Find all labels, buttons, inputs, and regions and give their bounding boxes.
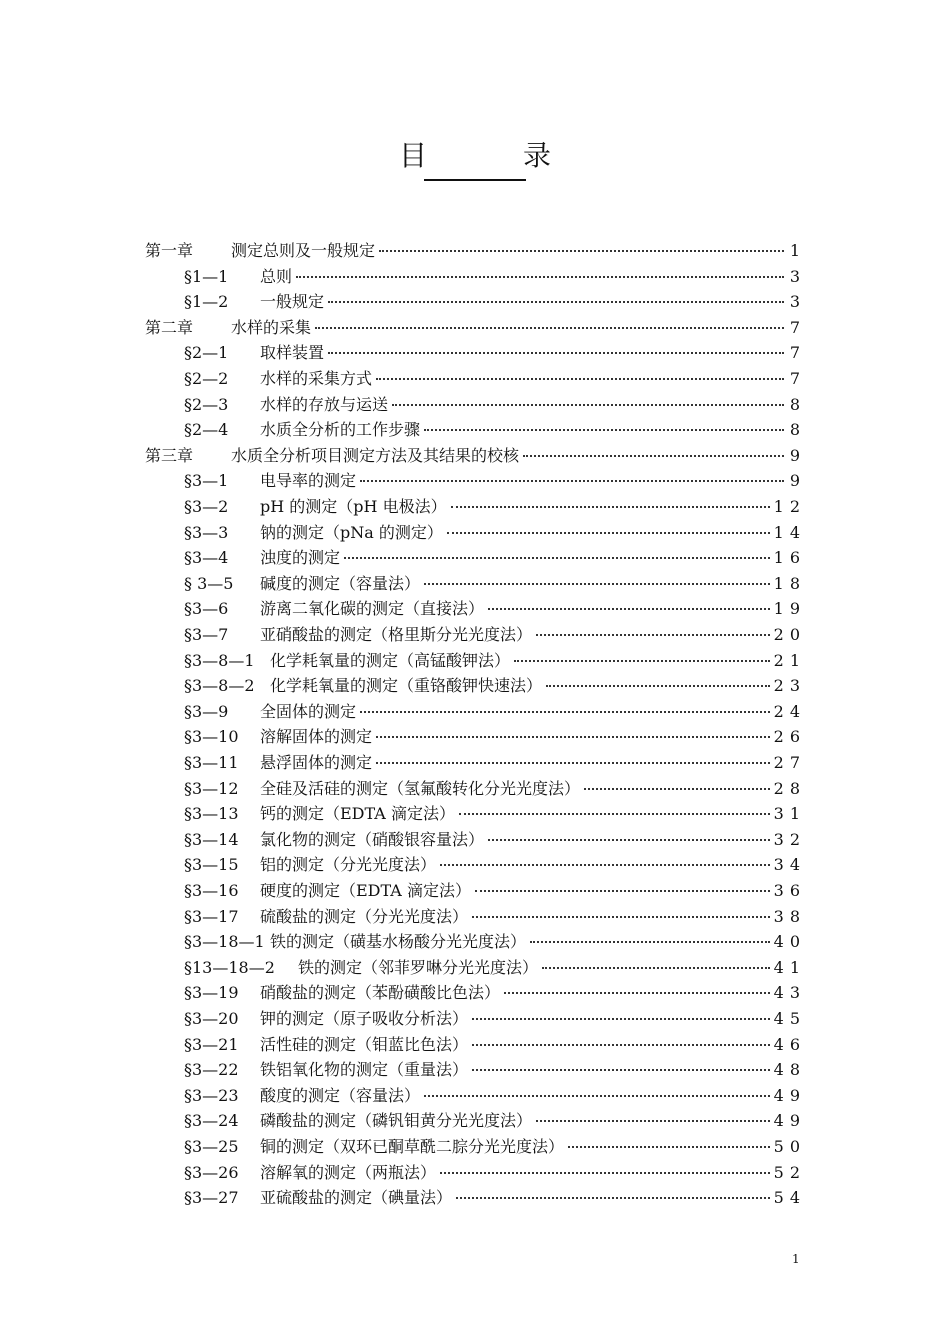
toc-entry-title: 铝的测定（分光光度法） bbox=[260, 855, 437, 875]
toc-entry-title: 硝酸盐的测定（苯酚磺酸比色法） bbox=[260, 983, 501, 1003]
toc-entry-number: §3—16 bbox=[184, 881, 239, 900]
toc-entry-page: 16 bbox=[773, 548, 806, 568]
dot-leader bbox=[568, 1145, 770, 1148]
toc-entry-title: 游离二氧化碳的测定（直接法） bbox=[260, 599, 485, 619]
toc-entry[interactable] bbox=[184, 596, 806, 622]
toc-entry-number: §2—3 bbox=[184, 394, 229, 414]
dot-leader bbox=[344, 556, 770, 559]
toc-entry-title: 铁的测定（邻菲罗啉分光光度法） bbox=[298, 957, 539, 977]
toc-entry[interactable] bbox=[184, 1160, 806, 1186]
toc-entry-page: 19 bbox=[773, 599, 806, 619]
toc-entry[interactable] bbox=[184, 980, 806, 1006]
toc-entry-page: 31 bbox=[773, 804, 806, 824]
dot-leader bbox=[424, 428, 784, 431]
dot-leader bbox=[328, 300, 784, 303]
dot-leader bbox=[315, 326, 784, 329]
toc-entry-number: §3—8—2 bbox=[184, 676, 255, 696]
toc-entry[interactable] bbox=[184, 878, 806, 904]
toc-entry-page: 20 bbox=[773, 625, 806, 644]
toc-entry-title: 钾的测定（原子吸收分析法） bbox=[260, 1009, 469, 1028]
toc-entry-number: §3—7 bbox=[184, 625, 229, 644]
toc-entry-title: 酸度的测定（容量法） bbox=[260, 1085, 421, 1105]
dot-leader bbox=[475, 889, 770, 892]
toc-entry-page: 26 bbox=[773, 727, 806, 747]
toc-entry[interactable] bbox=[145, 443, 806, 469]
toc-entry-number: § 3—5 bbox=[184, 573, 234, 593]
toc-entry-title: 磷酸盐的测定（磷钒钼黄分光光度法） bbox=[260, 1111, 533, 1131]
dot-leader bbox=[488, 607, 770, 610]
dot-leader bbox=[514, 659, 770, 662]
dot-leader bbox=[456, 1196, 770, 1199]
dot-leader bbox=[424, 582, 770, 585]
toc-entry-title: 水样的存放与运送 bbox=[260, 394, 389, 414]
toc-entry-page: 14 bbox=[773, 522, 806, 542]
toc-entry-page: 32 bbox=[773, 829, 806, 849]
toc-entry-title: 水样的采集方式 bbox=[260, 369, 373, 388]
toc-entry-page: 24 bbox=[773, 701, 806, 721]
toc-entry-page: 41 bbox=[773, 957, 806, 977]
toc-entry[interactable] bbox=[184, 776, 806, 802]
dot-leader bbox=[472, 1068, 770, 1071]
toc-entry[interactable] bbox=[184, 750, 806, 776]
toc-entry-title: 浊度的测定 bbox=[260, 548, 341, 568]
toc-entry-page: 1 bbox=[789, 241, 806, 260]
toc-entry-page: 52 bbox=[773, 1162, 806, 1182]
title-underline bbox=[424, 179, 526, 181]
toc-entry-number: §3—23 bbox=[184, 1085, 239, 1105]
toc-entry-number: §3—15 bbox=[184, 855, 239, 875]
toc-entry-number: §3—20 bbox=[184, 1009, 239, 1028]
toc-entry[interactable] bbox=[184, 264, 806, 290]
toc-entry-title: 总则 bbox=[260, 266, 293, 286]
toc-entry[interactable] bbox=[184, 366, 806, 392]
toc-entry-page: 49 bbox=[773, 1111, 806, 1131]
toc-entry[interactable] bbox=[184, 852, 806, 878]
toc-entry-number: §3—2 bbox=[184, 497, 229, 516]
dot-leader bbox=[376, 761, 770, 764]
toc-entry-page: 12 bbox=[773, 497, 806, 516]
toc-entry-title: 铜的测定（双环已酮草酰二腙分光光度法） bbox=[260, 1137, 565, 1156]
dot-leader bbox=[360, 479, 784, 482]
toc-entry-number: §3—10 bbox=[184, 727, 239, 747]
toc-entry-number: 第二章 bbox=[145, 317, 194, 337]
dot-leader bbox=[440, 1171, 770, 1174]
toc-entry-page: 36 bbox=[773, 881, 806, 900]
toc-entry-number: §3—24 bbox=[184, 1111, 239, 1131]
toc-entry-page: 45 bbox=[773, 1009, 806, 1028]
toc-entry[interactable] bbox=[184, 340, 806, 366]
toc-entry-number: §3—11 bbox=[184, 753, 239, 772]
toc-entry-number: §13—18—2 bbox=[184, 957, 275, 977]
toc-entry-page: 3 bbox=[789, 292, 806, 312]
toc-entry-title: 氯化物的测定（硝酸银容量法） bbox=[260, 829, 485, 849]
toc-entry-title: 全硅及活硅的测定（氢氟酸转化分光光度法） bbox=[260, 778, 581, 798]
toc-entry-page: 50 bbox=[773, 1137, 806, 1156]
dot-leader bbox=[584, 787, 770, 790]
dot-leader bbox=[504, 991, 770, 994]
toc-entry-page: 8 bbox=[789, 394, 806, 414]
toc-entry[interactable] bbox=[184, 392, 806, 418]
toc-entry[interactable] bbox=[184, 801, 806, 827]
toc-entry-page: 9 bbox=[789, 445, 806, 465]
toc-entry-number: §1—2 bbox=[184, 292, 229, 312]
dot-leader bbox=[536, 1119, 770, 1122]
toc-entry[interactable] bbox=[184, 494, 806, 520]
toc-entry-number: 第三章 bbox=[145, 445, 194, 465]
toc-entry-number: §2—1 bbox=[184, 343, 229, 363]
toc-entry-number: §3—1 bbox=[184, 471, 229, 491]
toc-entry-title: 亚硫酸盐的测定（碘量法） bbox=[260, 1188, 453, 1208]
toc-entry-title: 取样装置 bbox=[260, 343, 325, 363]
toc-entry-page: 46 bbox=[773, 1034, 806, 1054]
dot-leader bbox=[440, 863, 770, 866]
toc-entry-page: 7 bbox=[789, 369, 806, 388]
dot-leader bbox=[536, 633, 770, 636]
dot-leader bbox=[546, 684, 770, 687]
toc-entry-title: 钙的测定（EDTA 滴定法） bbox=[260, 804, 455, 824]
dot-leader bbox=[488, 838, 770, 841]
dot-leader bbox=[542, 966, 770, 969]
dot-leader bbox=[530, 940, 770, 943]
dot-leader bbox=[451, 505, 770, 508]
toc-entry[interactable] bbox=[184, 520, 806, 546]
toc-entry-title: 化学耗氧量的测定（高锰酸钾法） bbox=[270, 650, 511, 670]
toc-entry-number: §3—4 bbox=[184, 548, 229, 568]
toc-entry[interactable] bbox=[184, 545, 806, 571]
dot-leader bbox=[379, 249, 784, 252]
toc-entry-page: 49 bbox=[773, 1085, 806, 1105]
toc-entry-title: 一般规定 bbox=[260, 292, 325, 312]
toc-entry-title: 电导率的测定 bbox=[260, 471, 357, 491]
toc-entry[interactable] bbox=[184, 1108, 806, 1134]
toc-entry-title: 水质全分析项目测定方法及其结果的校核 bbox=[231, 445, 520, 465]
toc-entry-page: 34 bbox=[773, 855, 806, 875]
toc-entry-page: 23 bbox=[773, 676, 806, 696]
toc-entry[interactable] bbox=[184, 1083, 806, 1109]
toc-entry-title: 全固体的测定 bbox=[260, 701, 357, 721]
toc-entry-title: 碱度的测定（容量法） bbox=[260, 573, 421, 593]
dot-leader bbox=[376, 735, 770, 738]
toc-entry-title: 活性硅的测定（钼蓝比色法） bbox=[260, 1034, 469, 1054]
toc-entry-page: 9 bbox=[789, 471, 806, 491]
toc-entry-title: pH 的测定（pH 电极法） bbox=[260, 497, 447, 516]
toc-entry-title: 水质全分析的工作步骤 bbox=[260, 420, 421, 440]
dot-leader bbox=[447, 531, 770, 534]
toc-entry[interactable] bbox=[184, 827, 806, 853]
toc-entry-number: §3—27 bbox=[184, 1188, 239, 1208]
toc-entry-page: 3 bbox=[789, 266, 806, 286]
toc-entry-page: 21 bbox=[773, 650, 806, 670]
toc-entry[interactable] bbox=[184, 1185, 806, 1211]
page-title: 目 录 bbox=[398, 139, 585, 172]
toc-entry[interactable] bbox=[184, 648, 806, 674]
toc-entry[interactable] bbox=[184, 724, 806, 750]
dot-leader bbox=[472, 1043, 770, 1046]
toc-entry-title: 铁铝氧化物的测定（重量法） bbox=[260, 1060, 469, 1080]
toc-entry-number: §3—6 bbox=[184, 599, 229, 619]
toc-entry-page: 54 bbox=[773, 1188, 806, 1208]
toc-entry-number: §3—14 bbox=[184, 829, 239, 849]
dot-leader bbox=[523, 454, 784, 457]
toc-entry[interactable] bbox=[184, 1134, 806, 1160]
toc-entry-title: 硬度的测定（EDTA 滴定法） bbox=[260, 881, 471, 900]
toc-entry-page: 40 bbox=[773, 932, 806, 952]
dot-leader bbox=[424, 1094, 770, 1097]
toc-entry[interactable] bbox=[184, 904, 806, 930]
toc-entry-number: §3—21 bbox=[184, 1034, 239, 1054]
toc-entry[interactable] bbox=[184, 289, 806, 315]
toc-entry-page: 18 bbox=[773, 573, 806, 593]
toc-entry[interactable] bbox=[184, 468, 806, 494]
toc-entry-title: 溶解氧的测定（两瓶法） bbox=[260, 1162, 437, 1182]
dot-leader bbox=[459, 812, 770, 815]
page-number: 1 bbox=[792, 1252, 800, 1266]
toc-entry-title: 铁的测定（磺基水杨酸分光光度法） bbox=[270, 932, 527, 952]
toc-entry-number: §2—4 bbox=[184, 420, 229, 440]
dot-leader bbox=[472, 915, 770, 918]
toc-entry-page: 27 bbox=[773, 753, 806, 772]
toc-entry-number: §3—3 bbox=[184, 522, 229, 542]
toc-entry-title: 亚硝酸盐的测定（格里斯分光光度法） bbox=[260, 625, 533, 644]
toc-entry-title: 测定总则及一般规定 bbox=[231, 241, 376, 260]
toc-entry-title: 化学耗氧量的测定（重铬酸钾快速法） bbox=[270, 676, 543, 696]
toc-entry-number: §3—17 bbox=[184, 906, 239, 926]
toc-entry-number: §3—18—1 bbox=[184, 932, 265, 952]
toc-entry-title: 水样的采集 bbox=[231, 317, 312, 337]
toc-entry[interactable] bbox=[184, 929, 806, 955]
toc-entry-page: 8 bbox=[789, 420, 806, 440]
toc-entry[interactable] bbox=[145, 315, 806, 341]
toc-entry-number: §3—25 bbox=[184, 1137, 239, 1156]
toc-entry-number: §3—13 bbox=[184, 804, 239, 824]
toc-entry[interactable] bbox=[184, 955, 806, 981]
toc-entry-title: 悬浮固体的测定 bbox=[260, 753, 373, 772]
toc-entry[interactable] bbox=[184, 571, 806, 597]
toc-entry-page: 48 bbox=[773, 1060, 806, 1080]
dot-leader bbox=[296, 275, 784, 278]
toc-entry[interactable] bbox=[145, 238, 806, 264]
toc-entry-number: §3—26 bbox=[184, 1162, 239, 1182]
dot-leader bbox=[360, 710, 770, 713]
dot-leader bbox=[328, 351, 784, 354]
toc-entry-number: 第一章 bbox=[145, 241, 194, 260]
dot-leader bbox=[376, 377, 784, 380]
toc-entry-page: 38 bbox=[773, 906, 806, 926]
toc-entry-number: §1—1 bbox=[184, 266, 229, 286]
toc-entry-page: 43 bbox=[773, 983, 806, 1003]
toc-entry-number: §2—2 bbox=[184, 369, 229, 388]
toc-entry-number: §3—19 bbox=[184, 983, 239, 1003]
toc-entry-number: §3—8—1 bbox=[184, 650, 255, 670]
toc-entry-page: 7 bbox=[789, 343, 806, 363]
toc-entry-title: 溶解固体的测定 bbox=[260, 727, 373, 747]
toc-entry-number: §3—9 bbox=[184, 701, 229, 721]
toc-entry[interactable] bbox=[184, 1032, 806, 1058]
toc-entry-number: §3—12 bbox=[184, 778, 239, 798]
toc-entry-title: 钠的测定（pNa 的测定） bbox=[260, 522, 443, 542]
dot-leader bbox=[392, 403, 784, 406]
toc-entry-title: 硫酸盐的测定（分光光度法） bbox=[260, 906, 469, 926]
toc-entry[interactable] bbox=[184, 622, 806, 648]
toc-entry[interactable] bbox=[184, 417, 806, 443]
toc-entry[interactable] bbox=[184, 1006, 806, 1032]
toc-entry[interactable] bbox=[184, 673, 806, 699]
toc-entry-number: §3—22 bbox=[184, 1060, 239, 1080]
toc-entry-page: 28 bbox=[773, 778, 806, 798]
toc-entry[interactable] bbox=[184, 699, 806, 725]
toc-entry[interactable] bbox=[184, 1057, 806, 1083]
toc-entry-page: 7 bbox=[789, 317, 806, 337]
dot-leader bbox=[472, 1017, 770, 1020]
